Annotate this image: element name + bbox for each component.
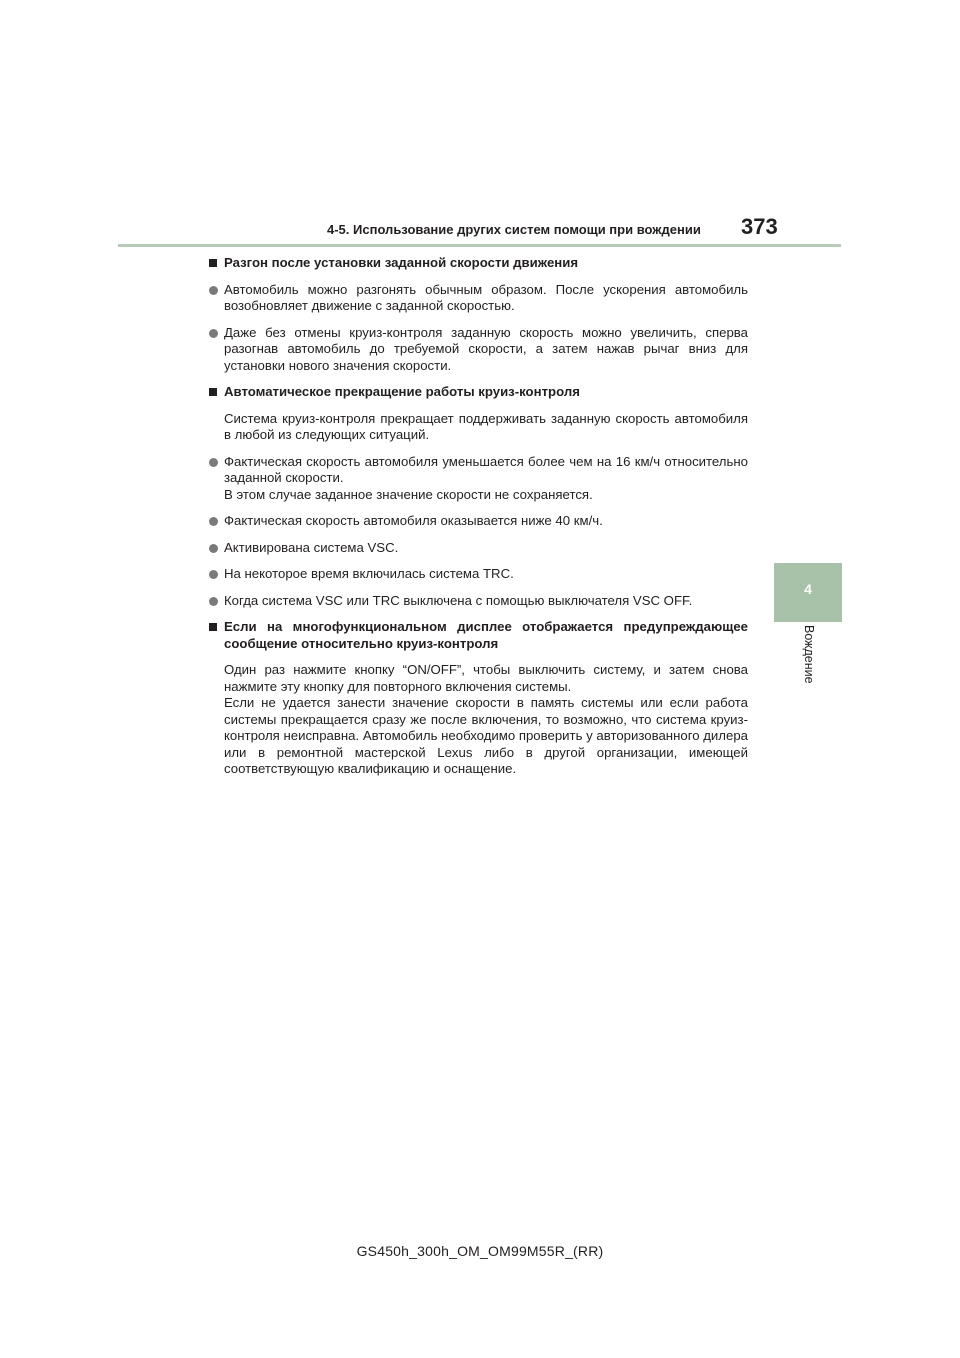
header-rule (118, 244, 841, 247)
bullet-item (208, 325, 748, 375)
bullet-text: Автомобиль можно разгонять обычным образом. После ускорения автомобиль возобновляет движение с заданной скоростью. (224, 281, 748, 313)
chapter-tab-number: 4 (804, 581, 812, 597)
square-bullet-icon (209, 388, 217, 396)
bullet-text: На некоторое время включилась система TRC. (224, 566, 514, 581)
bullet-note: В этом случае заданное значение скорости не сохраняется. (224, 486, 593, 502)
bullet-text: Фактическая скорость автомобиля уменьшается более чем на 16 км/ч относительно заданной скорости. (224, 453, 748, 485)
section-intro: Система круиз-контроля прекращает поддерживать заданную скорость автомобиля в любой из следующих ситуаций. (224, 410, 748, 442)
page-number: 373 (741, 214, 778, 239)
paragraph: Если не удается занести значение скорости в память системы или если работа системы прекращается сразу же после включения, то возможно, что система круиз-контроля неисправна. Автомобиль необходимо проверить у авторизованного дилера или в ремонтной мастерской Lexus либо в другой организации, имеющей соответствующую квалификацию и оснащение. (224, 695, 748, 776)
circle-bullet-icon (209, 517, 218, 526)
square-bullet-icon (209, 259, 217, 267)
bullet-text: Фактическая скорость автомобиля оказывается ниже 40 км/ч. (224, 513, 603, 528)
circle-bullet-icon (209, 458, 218, 467)
bullet-text: Даже без отмены круиз-контроля заданную скорость можно увеличить, сперва разогнав автомобиль до требуемой скорости, а затем нажав рычаг вниз для установки нового значения скорости. (224, 324, 748, 373)
document-code: GS450h_300h_OM_OM99M55R_(RR) (356, 1243, 604, 1259)
header-title: 4-5. Использование других систем помощи при вождении (327, 222, 701, 237)
circle-bullet-icon (209, 329, 218, 338)
section-heading (208, 619, 748, 652)
paragraph: Один раз нажмите кнопку “ON/OFF”, чтобы выключить систему, и затем снова нажмите эту кнопку для повторного включения системы. (224, 662, 748, 694)
bullet-item (208, 454, 748, 504)
section-heading-text: Если на многофункциональном дисплее отображается предупреждающее сообщение относительно круиз-контроля (224, 619, 748, 651)
section-heading (208, 255, 748, 272)
page-content (208, 255, 748, 788)
bullet-item (208, 593, 748, 610)
circle-bullet-icon (209, 286, 218, 295)
chapter-tab (774, 563, 842, 622)
circle-bullet-icon (209, 570, 218, 579)
bullet-text: Активирована система VSC. (224, 539, 399, 555)
circle-bullet-icon (209, 544, 218, 553)
bullet-item (208, 282, 748, 315)
bullet-text: Когда система VSC или TRC выключена с помощью выключателя VSC OFF. (224, 592, 693, 608)
bullet-item (208, 566, 748, 583)
section-body (208, 662, 748, 778)
section-heading (208, 384, 748, 401)
section-heading-text: Разгон после установки заданной скорости движения (224, 255, 579, 270)
square-bullet-icon (209, 623, 217, 631)
bullet-item (208, 513, 748, 530)
circle-bullet-icon (209, 597, 218, 606)
bullet-item (208, 540, 748, 557)
section-heading-text: Автоматическое прекращение работы круиз-контроля (224, 384, 580, 399)
chapter-tab-label: Вождение (802, 625, 816, 684)
